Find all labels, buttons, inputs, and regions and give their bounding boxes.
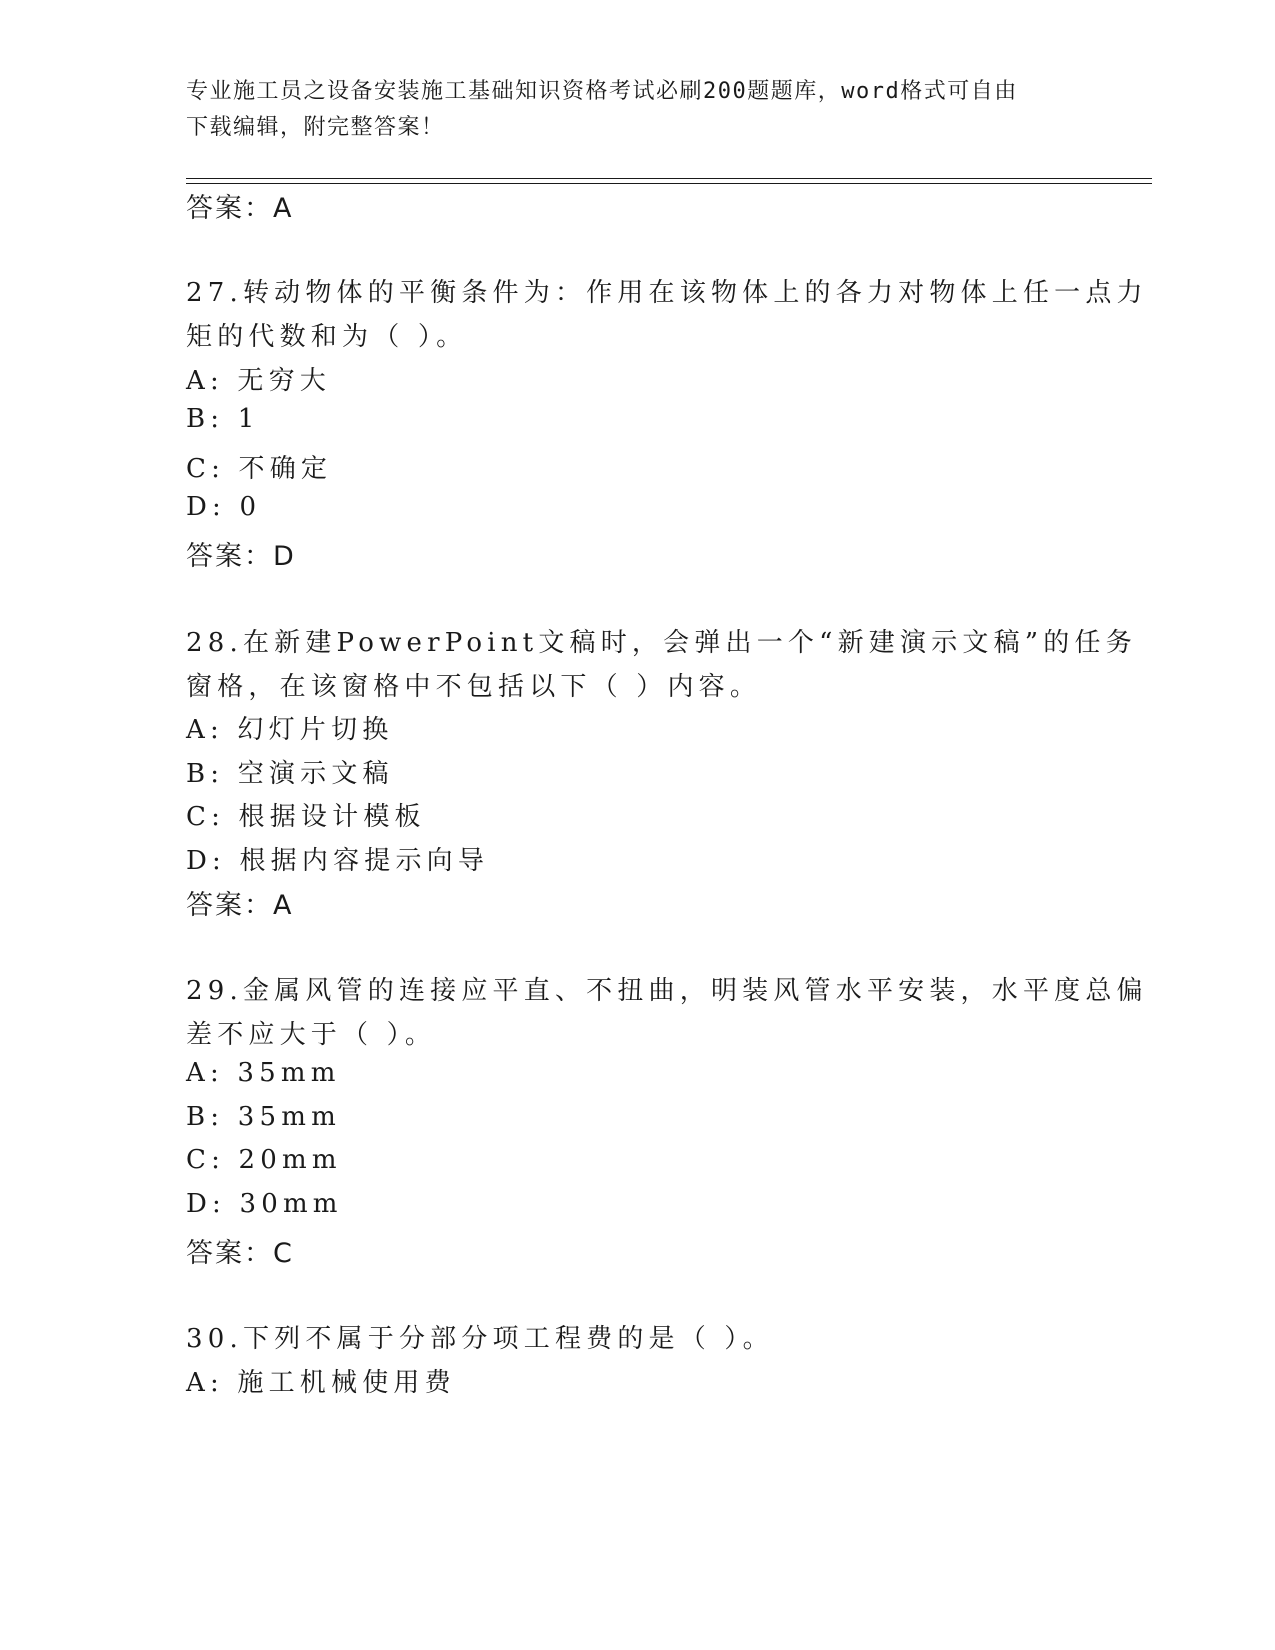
question-29-text-line-1: 29.金属风管的连接应平直、不扭曲，明装风管水平安装，水平度总偏 <box>186 976 1148 1006</box>
question-27-text-line-1: 27.转动物体的平衡条件为：作用在该物体上的各力对物体上任一点力 <box>186 278 1148 308</box>
question-30-option-a: A: 施工机械使用费 <box>186 1368 456 1398</box>
header-line-2: 下载编辑，附完整答案！ <box>186 115 445 140</box>
question-28-option-c: C: 根据设计模板 <box>186 802 426 832</box>
question-27-option-b: B: 1 <box>186 404 260 434</box>
header-line-1: 专业施工员之设备安装施工基础知识资格考试必刷200题题库，word格式可自由 <box>186 79 1018 104</box>
question-28-text-line-2: 窗格，在该窗格中不包括以下（ ）内容。 <box>186 672 762 702</box>
question-29-option-b: B: 35mm <box>186 1102 341 1132</box>
question-30-text-line-1: 30.下列不属于分部分项工程费的是（ ）。 <box>186 1324 774 1354</box>
question-28-text-line-1: 28.在新建PowerPoint文稿时，会弹出一个“新建演示文稿”的任务 <box>186 628 1137 658</box>
question-27-option-d: D: 0 <box>186 492 262 522</box>
question-29-answer: 答案：C <box>186 1238 294 1269</box>
question-27-text-line-2: 矩的代数和为（ ）。 <box>186 322 468 352</box>
question-29-text-line-2: 差不应大于（ ）。 <box>186 1020 437 1050</box>
question-28-option-b: B: 空演示文稿 <box>186 759 394 789</box>
question-27-answer: 答案：D <box>186 541 296 572</box>
question-28-answer: 答案：A <box>186 890 294 921</box>
question-29-option-d: D: 30mm <box>186 1189 343 1219</box>
header-divider <box>186 178 1152 184</box>
question-27-option-c: C: 不确定 <box>186 454 333 484</box>
answer-line: 答案：A <box>186 193 294 224</box>
question-28-option-a: A: 幻灯片切换 <box>186 715 394 745</box>
question-29-option-c: C: 20mm <box>186 1145 342 1175</box>
question-28-option-d: D: 根据内容提示向导 <box>186 846 490 876</box>
question-27-option-a: A: 无穷大 <box>186 366 332 396</box>
document-header <box>186 74 1086 146</box>
question-29-option-a: A: 35mm <box>186 1058 341 1088</box>
